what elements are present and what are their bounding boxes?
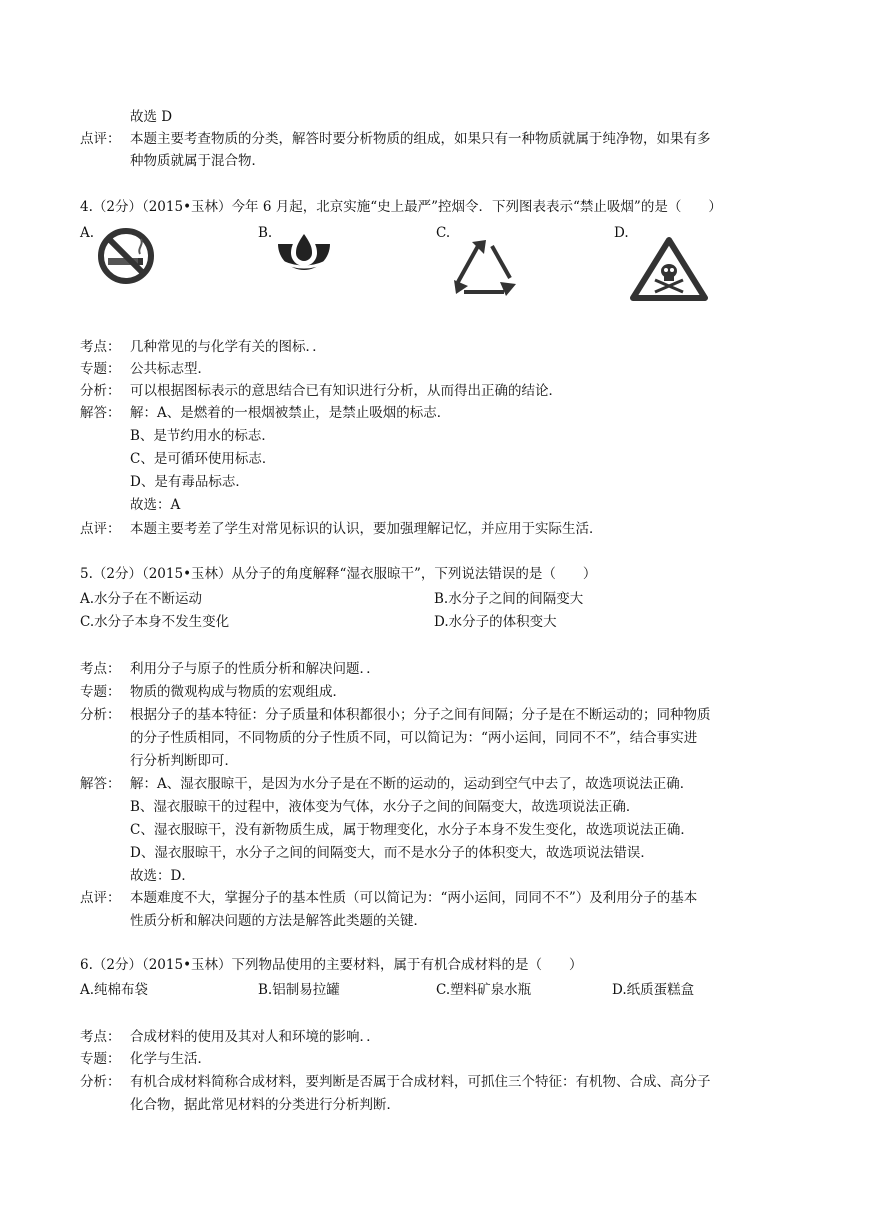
q4-kaodian: 几种常见的与化学有关的图标．． xyxy=(130,339,326,355)
q4-option-d-label: D. xyxy=(614,225,629,241)
q5-option-d: D.水分子的体积变大 xyxy=(434,614,557,630)
q6-zhuanti: 化学与生活． xyxy=(130,1051,211,1067)
q4-zhuanti: 公共标志型． xyxy=(130,361,211,377)
q6-stem: 6.（2分）（2015•玉林）下列物品使用的主要材料，属于有机合成材料的是（ ） xyxy=(80,957,583,973)
q5-stem: 5.（2分）（2015•玉林）从分子的角度解释“湿衣服晾干”，下列说法错误的是（ ） xyxy=(80,566,597,582)
q4-fenxi-label: 分析： xyxy=(80,383,121,399)
q4-option-b-label: B. xyxy=(258,225,273,241)
q5-jieda-label: 解答： xyxy=(80,776,121,792)
q5-jieda-line-2: B、湿衣服晾干的过程中，液体变为气体，水分子之间的间隔变大，故选项说法正确． xyxy=(130,799,640,815)
q6-option-a: A.纯棉布袋 xyxy=(80,982,149,998)
q6-kaodian-label: 考点： xyxy=(80,1029,121,1045)
q4-stem: 4.（2分）（2015•玉林）今年 6 月起，北京实施“史上最严”控烟令．下列图表表示“禁止吸烟”的是（ ） xyxy=(80,199,722,215)
q5-option-b: B.水分子之间的间隔变大 xyxy=(434,591,584,607)
q6-option-d: D.纸质蛋糕盒 xyxy=(612,982,695,998)
q5-option-a: A.水分子在不断运动 xyxy=(80,591,203,607)
prev-comment-line-1: 本题主要考查物质的分类，解答时要分析物质的组成，如果只有一种物质就属于纯净物，如果有多 xyxy=(130,131,711,147)
water-saving-icon xyxy=(272,224,336,284)
q4-option-c-label: C. xyxy=(436,225,451,241)
q5-option-c: C.水分子本身不发生变化 xyxy=(80,614,230,630)
q6-option-b: B.铝制易拉罐 xyxy=(258,982,340,998)
q4-dianping-label: 点评： xyxy=(80,521,121,537)
toxic-icon xyxy=(630,236,708,302)
q6-kaodian: 合成材料的使用及其对人和环境的影响．． xyxy=(130,1029,380,1045)
recycle-icon xyxy=(450,236,520,300)
q5-zhuanti: 物质的微观构成与物质的宏观组成． xyxy=(130,684,346,700)
q5-zhuanti-label: 专题： xyxy=(80,684,121,700)
q4-fenxi: 可以根据图标表示的意思结合已有知识进行分析，从而得出正确的结论． xyxy=(130,383,562,399)
q4-jieda-line-1: 解：A、是燃着的一根烟被禁止，是禁止吸烟的标志． xyxy=(130,405,451,421)
q5-dianping-line-1: 本题难度不大，掌握分子的基本性质（可以简记为：“两小运间，同同不不”）及利用分子的基本 xyxy=(130,890,698,906)
q5-kaodian: 利用分子与原子的性质分析和解决问题．． xyxy=(130,661,380,677)
q5-jieda-line-4: D、湿衣服晾干，水分子之间的间隔变大，而不是水分子的体积变大，故选项说法错误． xyxy=(130,845,654,861)
q4-zhuanti-label: 专题： xyxy=(80,361,121,377)
q4-jieda-line-4: D、是有毒品标志． xyxy=(130,474,249,490)
q4-dianping: 本题主要考差了学生对常见标识的认识，要加强理解记忆，并应用于实际生活． xyxy=(130,521,603,537)
q5-dianping-line-2: 性质分析和解决问题的方法是解答此类题的关键． xyxy=(130,913,427,929)
q5-jieda-line-3: C、湿衣服晾干，没有新物质生成，属于物理变化，水分子本身不发生变化，故选项说法正确． xyxy=(130,822,694,838)
q5-kaodian-label: 考点： xyxy=(80,661,121,677)
q4-option-a-label: A. xyxy=(80,225,95,241)
q4-jieda-line-3: C、是可循环使用标志． xyxy=(130,451,276,467)
q5-dianping-label: 点评： xyxy=(80,890,121,906)
q5-fenxi-line-1: 根据分子的基本特征：分子质量和体积都很小；分子之间有间隔；分子是在不断运动的；同种物质 xyxy=(130,707,711,723)
q6-fenxi-label: 分析： xyxy=(80,1074,121,1090)
q5-jieda-line-5: 故选：D． xyxy=(130,868,195,884)
q4-jieda-line-2: B、是节约用水的标志． xyxy=(130,428,275,444)
prev-comment-label: 点评： xyxy=(80,131,121,147)
prev-comment-line-2: 种物质就属于混合物． xyxy=(130,153,265,169)
q5-fenxi-line-2: 的分子性质相同，不同物质的分子性质不同，可以简记为：“两小运间，同同不不”，结合事实进 xyxy=(130,730,698,746)
no-smoking-icon xyxy=(96,226,156,286)
q6-option-c: C.塑料矿泉水瓶 xyxy=(436,982,532,998)
q4-jieda-line-5: 故选：A xyxy=(130,497,181,513)
prev-conclusion: 故选 D xyxy=(130,109,173,125)
q6-fenxi-line-1: 有机合成材料简称合成材料，要判断是否属于合成材料，可抓住三个特征：有机物、合成、高分子 xyxy=(130,1074,711,1090)
q6-fenxi-line-2: 化合物，据此常见材料的分类进行分析判断． xyxy=(130,1097,400,1113)
q5-jieda-line-1: 解：A、湿衣服晾干，是因为水分子是在不断的运动的，运动到空气中去了，故选项说法正确． xyxy=(130,776,694,792)
q5-fenxi-label: 分析： xyxy=(80,707,121,723)
q4-jieda-label: 解答： xyxy=(80,405,121,421)
q5-fenxi-line-3: 行分析判断即可． xyxy=(130,753,238,769)
q4-kaodian-label: 考点： xyxy=(80,339,121,355)
q6-zhuanti-label: 专题： xyxy=(80,1051,121,1067)
